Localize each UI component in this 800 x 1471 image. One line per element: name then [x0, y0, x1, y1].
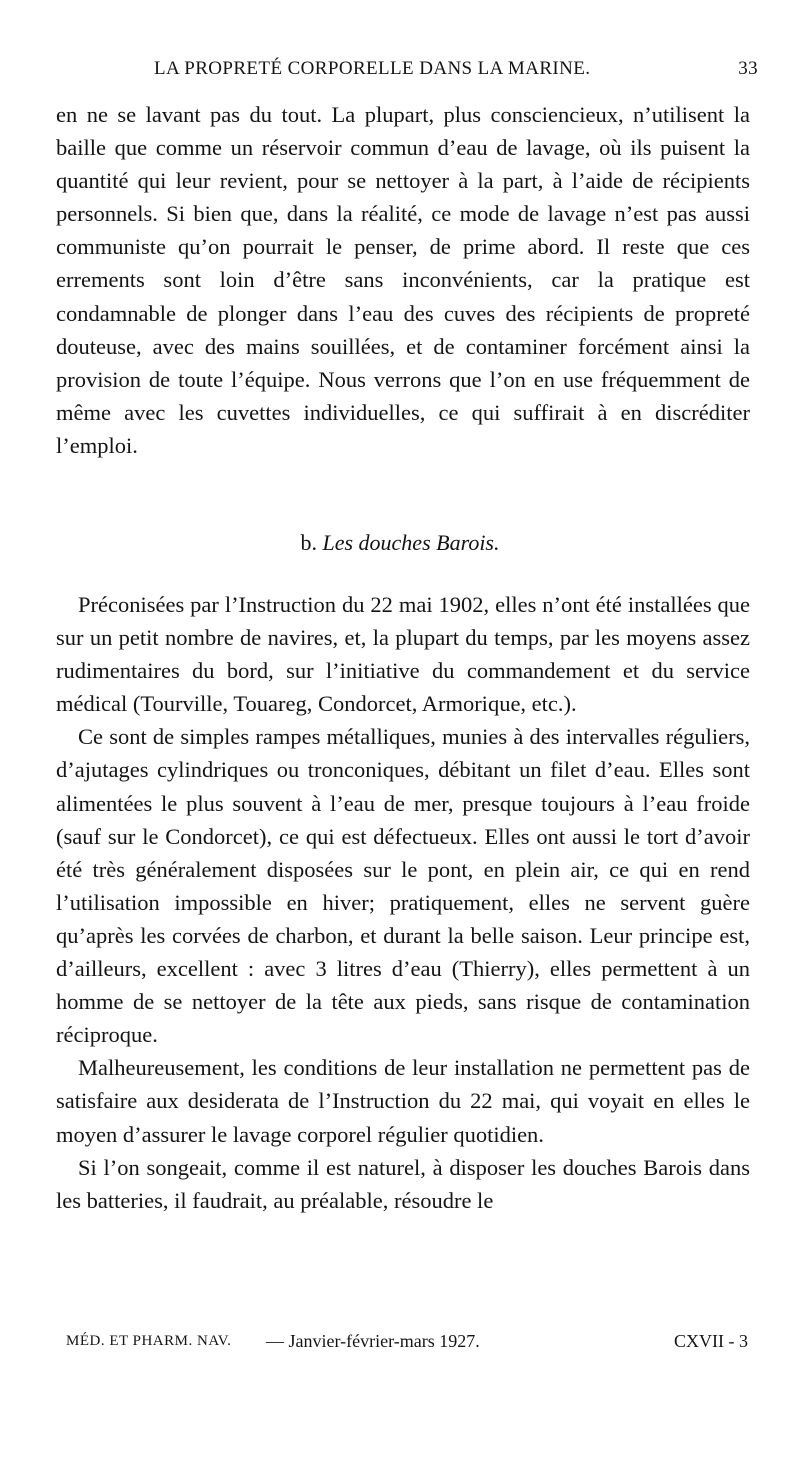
body-text-section [56, 588, 750, 1217]
paragraph: Préconisées par l’Instruction du 22 mai 1902, elles n’ont été installées que sur un petit nombre de navires, et, la plupart du temps, par les moyens assez rudimentaires du bord, sur l’initiative du commandement et du service médical (Tourville, Touareg, Condorcet, Armorique, etc.). [56, 592, 750, 717]
paragraph: Malheureusement, les conditions de leur installation ne permettent pas de satisfaire aux desiderata de l’Instruction du 22 mai, qui voyait en elles le moyen d’assurer le lavage corporel régulier quotidien. [56, 1055, 750, 1147]
page-footer [66, 1331, 748, 1361]
page-number: 33 [738, 58, 758, 79]
paragraph: Ce sont de simples rampes métalliques, munies à des intervalles réguliers, d’ajutages cylindriques ou tronconiques, débitant un filet d’eau. Elles sont alimentées le plus souvent à l’eau de mer, presque toujours à l’eau froide (sauf sur le Condorcet), ce qui est défectueux. Elles ont aussi le tort d’avoir été très généralement disposées sur le pont, en plein air, ce qui en rend l’utilisation impossible en hiver; pratiquement, elles ne servent guère qu’après les corvées de charbon, et durant la belle saison. Leur principe est, d’ailleurs, excellent : avec 3 litres d’eau (Thierry), elles permettent à un homme de se nettoyer de la tête aux pieds, sans risque de contamination réciproque. [56, 724, 750, 1048]
paragraph: Si l’on songeait, comme il est naturel, à disposer les douches Barois dans les batteries, il faudrait, au préalable, résoudre le [56, 1154, 750, 1213]
paragraph-continuation: en ne se lavant pas du tout. La plupart, plus consciencieux, n’utilisent la baille que comme un réservoir commun d’eau de lavage, où ils puisent la quantité qui leur revient, pour se nettoyer à la part, à l’aide de récipients personnels. Si bien que, dans la réalité, ce mode de lavage n’est pas aussi communiste qu’on pourrait le penser, de prime abord. Il reste que ces errements sont loin d’être sans inconvénients, car la pratique est condamnable de plonger dans l’eau des cuves des récipients de propreté douteuse, avec des mains souillées, et de contaminer forcément ainsi la provision de toute l’équipe. Nous verrons que l’on en use fréquemment de même avec les cuvettes individuelles, ce qui suffirait à en discréditer l’emploi. [56, 102, 750, 458]
running-head [60, 58, 758, 92]
section-heading [0, 530, 800, 556]
footer-signature: CXVII - 3 [674, 1331, 748, 1351]
running-title: LA PROPRETÉ CORPORELLE DANS LA MARINE. [154, 58, 591, 79]
footer-date: — Janvier-février-mars 1927. [266, 1331, 480, 1351]
section-title: Les douches Barois. [322, 530, 500, 555]
footer-journal: MÉD. ET PHARM. NAV. [66, 1333, 232, 1349]
body-text-top [56, 98, 750, 462]
section-label: b. [300, 530, 317, 555]
